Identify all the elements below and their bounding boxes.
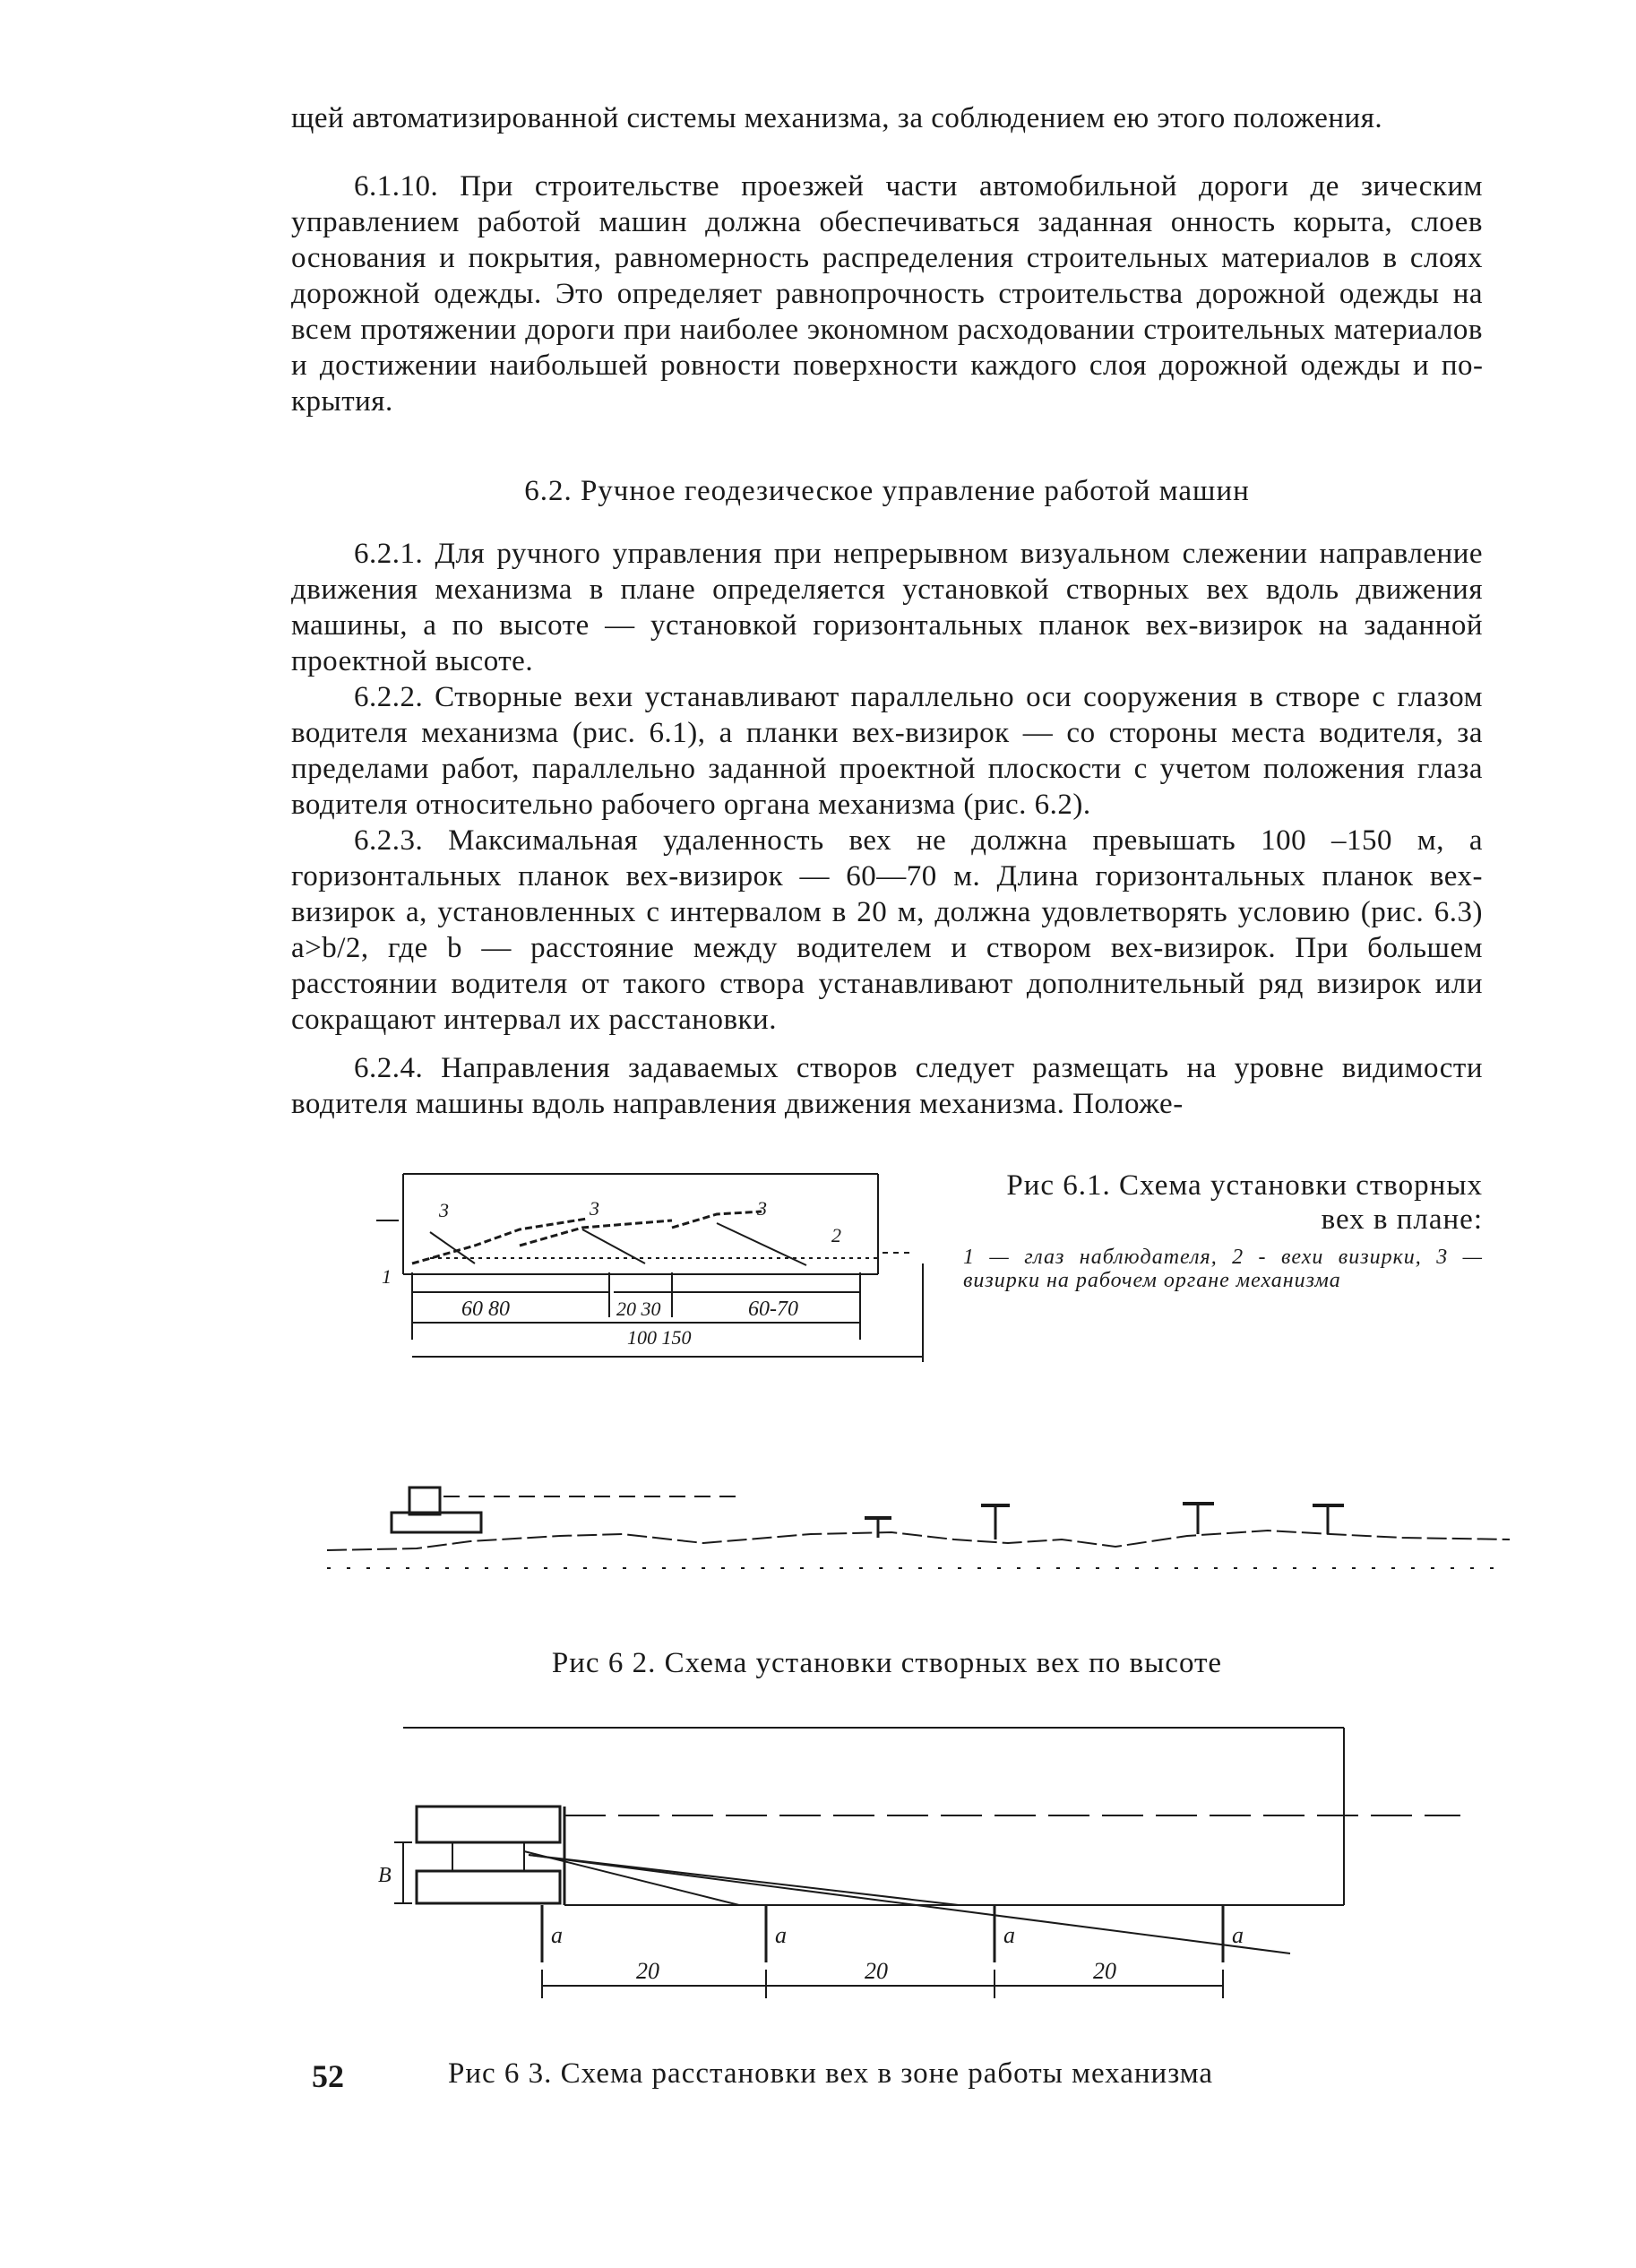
fig3-label-a3: a (1003, 1922, 1015, 1948)
fig1-dim-20-30: 20 30 (616, 1298, 661, 1320)
paragraph-6-1-10: 6.1.10. При строительстве проезжей части автомобильной дороги де зическим управлением работой машин должна обеспечиваться заданная онность корыта, слоев основания и покрытия, равномерность распределения строительных материалов в слоях дорожной одежды. Это определяет равнопрочность строительства дорожной одежды на всем протяжении дороги при наиболее экономном расходовании строительных материалов и достижении наибольшей ровности поверхности каждого слоя дорожной одежды и покрытия. (291, 170, 1483, 418)
fig1-caption: Рис 6.1. Схема установки створных вех в плане: (1006, 1169, 1483, 1236)
paragraph-6-2-4: 6.2.4. Направления задаваемых створов следует размещать на уровне видимости водителя машины вдоль направления движения механизма. Положе- (291, 1052, 1483, 1120)
fig1-label-3c: 3 (757, 1197, 767, 1220)
paragraph-continuation: щей автоматизированной системы механизма, за соблюдением ею этого положения. (291, 102, 1383, 134)
fig1-label-3a: 3 (439, 1199, 449, 1221)
fig3-caption: Рис 6 3. Схема расстановки вех в зоне работы механизма (448, 2057, 1214, 2090)
figure-6-3-spacing-diagram (376, 1720, 1523, 2025)
fig1-dim-60-80: 60 80 (461, 1298, 510, 1321)
section-heading: 6.2. Ручное геодезическое управление работой машин (524, 475, 1250, 507)
fig1-label-1: 1 (382, 1265, 392, 1288)
fig1-legend: 1 — глаз наблюдателя, 2 - вехи визирки, 3 — визирки на рабочем органе механизма (963, 1246, 1483, 1292)
fig2-caption: Рис 6 2. Схема установки створных вех по высоте (551, 1647, 1223, 1679)
fig3-spacing-2: 20 (865, 1958, 888, 1984)
fig1-dim-100-150: 100 150 (627, 1326, 692, 1349)
fig1-label-3b: 3 (590, 1197, 599, 1220)
paragraph-6-2-3: 6.2.3. Максимальная удаленность вех не должна превышать 100 –150 м, а горизонтальных планок вех-визирок — 60—70 м. Длина горизонтальных планок вех-визирок a, установленных с интервалом в 20 м, должна удовлетворять условию (рис. 6.3) a>b/2, где b — расстояние между водителем и створом вех-визирок. При большем расстоянии водителя от такого створа устанавливают дополнительный ряд визирок или сокращают интервал их расстановки. (291, 824, 1483, 1036)
fig1-label-2: 2 (831, 1224, 841, 1246)
fig3-label-a2: a (775, 1922, 787, 1948)
fig3-label-a4: a (1232, 1922, 1244, 1948)
fig3-spacing-1: 20 (636, 1958, 659, 1984)
figure-6-2-height-diagram (327, 1470, 1510, 1577)
fig3-label-a1: a (551, 1922, 563, 1948)
paragraph-6-2-1: 6.2.1. Для ручного управления при непрерывном визуальном слежении направление движения механизма в плане определяется установкой створных вех вдоль движения машины, а по высоте — установкой горизонтальных планок вех-визирок на заданной проектной высоте. (291, 538, 1483, 677)
page-number: 52 (312, 2058, 344, 2094)
fig3-spacing-3: 20 (1093, 1958, 1116, 1984)
figure-6-1-plan-diagram (376, 1165, 932, 1389)
fig3-label-b: B (378, 1864, 392, 1887)
paragraph-6-2-2: 6.2.2. Створные вехи устанавливают параллельно оси сооружения в створе с глазом водителя механизма (рис. 6.1), а планки вех-визирок — со стороны места водителя, за пределами работ, параллельно заданной проектной плоскости с учетом положения глаза водителя относительно рабочего органа механизма (рис. 6.2). (291, 681, 1483, 821)
fig1-dim-60-70: 60-70 (748, 1298, 798, 1321)
